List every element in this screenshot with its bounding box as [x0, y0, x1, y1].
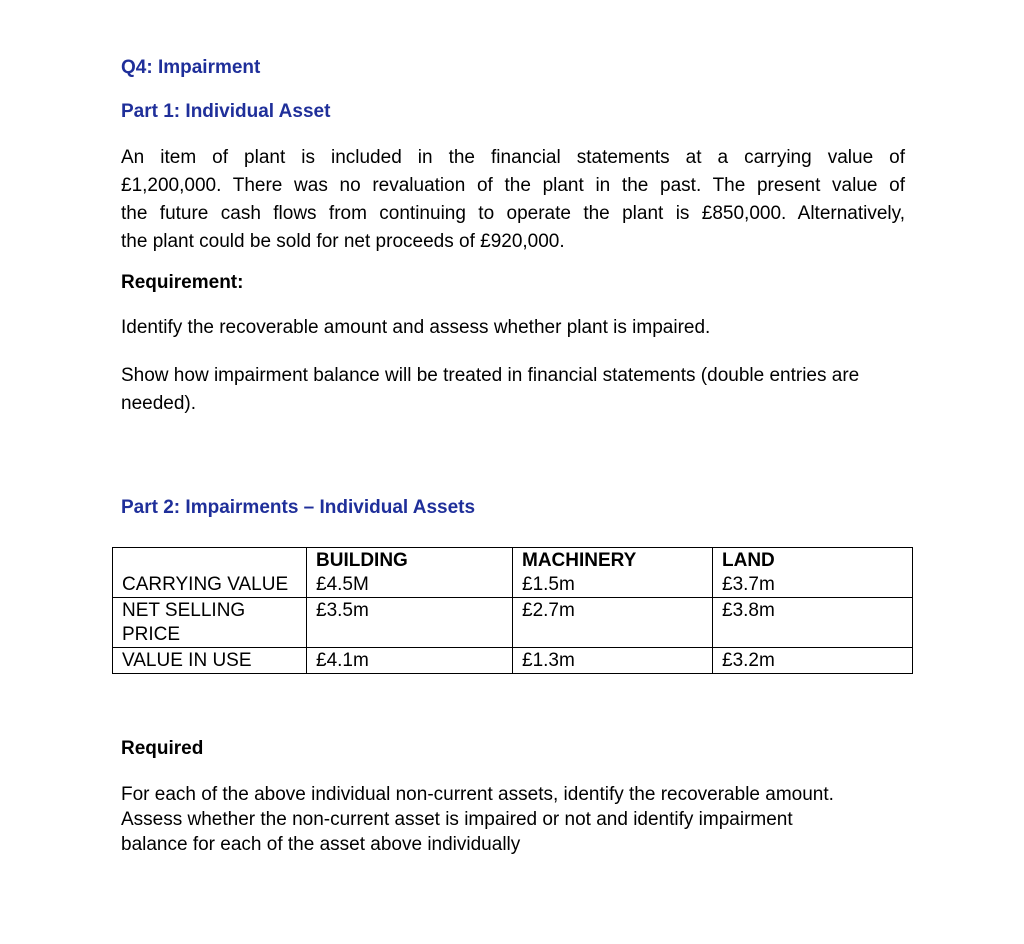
part1-heading: Part 1: Individual Asset [121, 101, 331, 122]
table-cell [307, 548, 513, 598]
table-row [113, 648, 913, 674]
row-label: CARRYING VALUE [122, 574, 289, 595]
paragraph-line: £1,200,000. There was no revaluation of the plant in the past. The present value of [121, 175, 905, 196]
part1-paragraph [121, 144, 905, 256]
cell-value: £1.3m [513, 648, 713, 674]
table-row [113, 598, 913, 648]
cell-value: £3.5m [307, 598, 513, 648]
paragraph-line: balance for each of the asset above individually [121, 834, 521, 855]
paragraph-line: the plant could be sold for net proceeds of £920,000. [121, 231, 565, 252]
paragraph-line: Assess whether the non-current asset is impaired or not and identify impairment [121, 809, 793, 830]
required-heading: Required [121, 738, 204, 759]
cell-value: £3.8m [713, 598, 913, 648]
column-header-building: BUILDING [316, 550, 408, 571]
paragraph-line: the future cash flows from continuing to operate the plant is £850,000. Alternatively, [121, 203, 905, 224]
column-header-machinery: MACHINERY [522, 550, 637, 571]
required-paragraph [121, 782, 921, 857]
question-title: Q4: Impairment [121, 57, 261, 78]
row-label-cell [113, 548, 307, 598]
table-cell [513, 548, 713, 598]
column-header-land: LAND [722, 550, 775, 571]
cell-value: £3.7m [722, 574, 775, 595]
assets-table [112, 547, 913, 674]
cell-value: £2.7m [513, 598, 713, 648]
requirement-line: Identify the recoverable amount and assess whether plant is impaired. [121, 317, 711, 338]
cell-value: £3.2m [713, 648, 913, 674]
cell-value: £4.1m [307, 648, 513, 674]
requirement-line: Show how impairment balance will be treated in financial statements (double entries are needed). [121, 365, 860, 414]
table-row [113, 548, 913, 598]
cell-value: £1.5m [522, 574, 575, 595]
part2-heading: Part 2: Impairments – Individual Assets [121, 497, 476, 518]
paragraph-line: For each of the above individual non-current assets, identify the recoverable amount. [121, 784, 834, 805]
table-cell [713, 548, 913, 598]
row-label: NET SELLING PRICE [113, 598, 307, 648]
requirement-heading: Requirement: [121, 272, 244, 293]
row-label: VALUE IN USE [113, 648, 307, 674]
cell-value: £4.5M [316, 574, 369, 595]
paragraph-line: An item of plant is included in the financial statements at a carrying value of [121, 147, 905, 168]
